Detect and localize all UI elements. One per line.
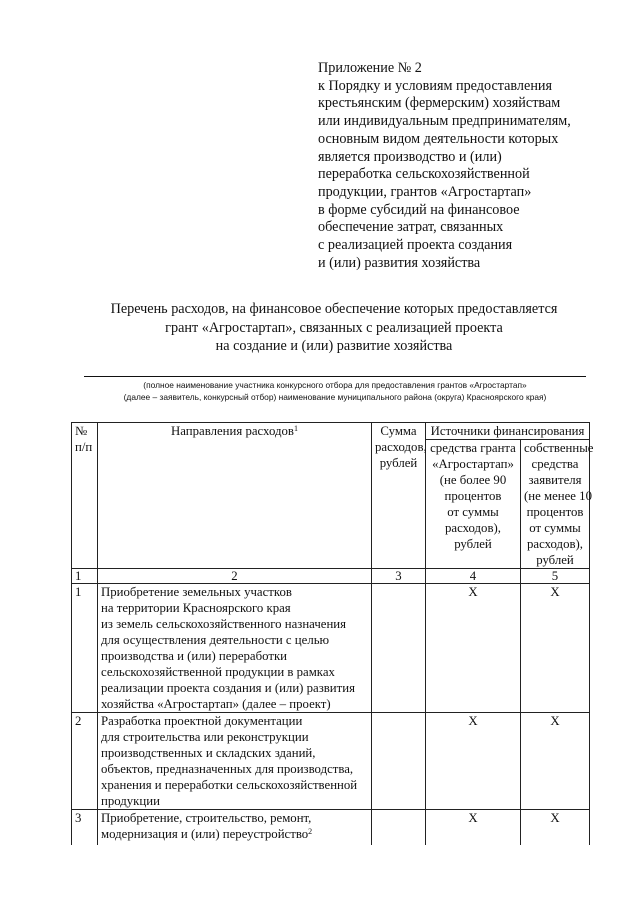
header-directions-label: Направления расходов [171, 424, 294, 438]
header-own-line: от суммы [529, 521, 581, 535]
row-direction-line: Приобретение земельных участков [101, 585, 292, 599]
row-direction-text: модернизация и (или) переустройство [101, 827, 309, 841]
footnote-ref: 1 [293, 424, 298, 433]
appendix-line: обеспечение затрат, связанных [318, 219, 504, 236]
appendix-line: Приложение № 2 [318, 60, 422, 76]
header-grant-line: расходов), [445, 521, 501, 535]
row-direction-line: для осуществления деятельности с целью [101, 633, 330, 647]
row-direction-line: Приобретение, строительство, ремонт, [101, 811, 312, 825]
row-direction-line: хранения и переработки сельскохозяйственной [101, 778, 358, 792]
header-sum-line: рублей [379, 456, 418, 470]
row-direction-line: производства и (или) переработки [101, 649, 288, 663]
row-grant: X [426, 584, 521, 713]
row-direction-line [101, 826, 368, 842]
header-grant-line: от суммы [447, 505, 499, 519]
title-line: Перечень расходов, на финансовое обеспечение которых предоставляется [110, 301, 558, 317]
row-direction-line: производственных и складских зданий, [101, 746, 316, 760]
row-sum [372, 584, 426, 713]
appendix-line: в форме субсидий на финансовое [318, 201, 520, 218]
table-row [72, 584, 590, 713]
header-sources: Источники финансирования [426, 423, 590, 440]
appendix-line: является производство и (или) [318, 148, 502, 165]
applicant-name-rule [84, 376, 586, 377]
title-line: на создание и (или) развитие хозяйства [215, 338, 453, 354]
column-number: 5 [521, 569, 590, 584]
header-own-line: рублей [536, 553, 574, 567]
header-grant-line: «Агростартап» [432, 457, 514, 471]
header-num-line: № [75, 424, 88, 438]
column-number-row [72, 569, 590, 584]
appendix-line: переработка сельскохозяйственной [318, 166, 530, 183]
appendix-line: крестьянским (фермерским) хозяйствам [318, 95, 561, 112]
column-number: 1 [72, 569, 98, 584]
header-grant [426, 440, 521, 569]
appendix-header [318, 60, 618, 272]
row-direction-line: сельскохозяйственной продукции в рамках [101, 665, 335, 679]
row-direction-line: Разработка проектной документации [101, 714, 303, 728]
header-sum-line: расходов, [375, 440, 427, 454]
appendix-line: и (или) развития хозяйства [318, 254, 481, 271]
title-line: грант «Агростартап», связанных с реализацией проекта [165, 319, 503, 336]
caption-line: (далее – заявитель, конкурсный отбор) наименование муниципального района (округа) Красноярского края) [123, 392, 547, 402]
table-row [72, 713, 590, 810]
table-header-row [72, 423, 590, 440]
header-grant-line: процентов [444, 489, 502, 503]
row-direction [98, 713, 372, 810]
page-cut-mask [71, 845, 590, 905]
document-title [0, 300, 635, 356]
column-number: 2 [98, 569, 372, 584]
footnote-ref: 2 [308, 827, 313, 836]
row-grant: X [426, 713, 521, 810]
row-num: 2 [72, 713, 98, 810]
header-own-line: (не менее 10 [524, 489, 592, 503]
column-number: 4 [426, 569, 521, 584]
row-direction-line: хозяйства «Агростартап» (далее – проект) [101, 697, 331, 711]
row-direction [98, 584, 372, 713]
row-num: 3 [72, 810, 98, 891]
row-own: X [521, 584, 590, 713]
header-grant-line: рублей [454, 537, 492, 551]
row-num: 1 [72, 584, 98, 713]
appendix-line: к Порядку и условиям предоставления [318, 77, 553, 94]
row-own: X [521, 713, 590, 810]
row-direction-line: реализации проекта создания и (или) развития [101, 681, 355, 695]
appendix-line: с реализацией проекта создания [318, 237, 513, 254]
header-num [72, 423, 98, 569]
appendix-line: продукции, грантов «Агростартап» [318, 183, 532, 200]
row-direction-line: из земель сельскохозяйственного назначения [101, 617, 347, 631]
applicant-caption [0, 379, 635, 403]
header-num-line: п/п [75, 440, 93, 454]
row-sum [372, 713, 426, 810]
row-direction-line: для строительства или реконструкции [101, 730, 309, 744]
row-own: X [521, 810, 590, 891]
header-own-line: средства [531, 457, 579, 471]
column-number: 3 [372, 569, 426, 584]
header-own-line: собственные [524, 441, 594, 455]
header-sum-line: Сумма [380, 424, 417, 438]
header-grant-line: средства гранта [430, 441, 516, 455]
caption-line: (полное наименование участника конкурсного отбора для предоставления грантов «Агростартап» [143, 380, 527, 390]
header-own [521, 440, 594, 569]
header-own-line: заявителя [528, 473, 582, 487]
header-directions [98, 423, 372, 569]
header-sum [372, 423, 426, 569]
header-own-line: процентов [526, 505, 584, 519]
header-grant-line: (не более 90 [439, 473, 507, 487]
expenses-table [71, 422, 594, 891]
appendix-line: основным видом деятельности которых [318, 130, 559, 147]
header-own-line: расходов), [527, 537, 583, 551]
row-grant: X [426, 810, 521, 891]
row-direction-line: на территории Красноярского края [101, 601, 291, 615]
appendix-line: или индивидуальным предпринимателям, [318, 113, 571, 130]
row-direction-line: объектов, предназначенных для производства, [101, 762, 354, 776]
row-direction-line: продукции [101, 794, 160, 808]
